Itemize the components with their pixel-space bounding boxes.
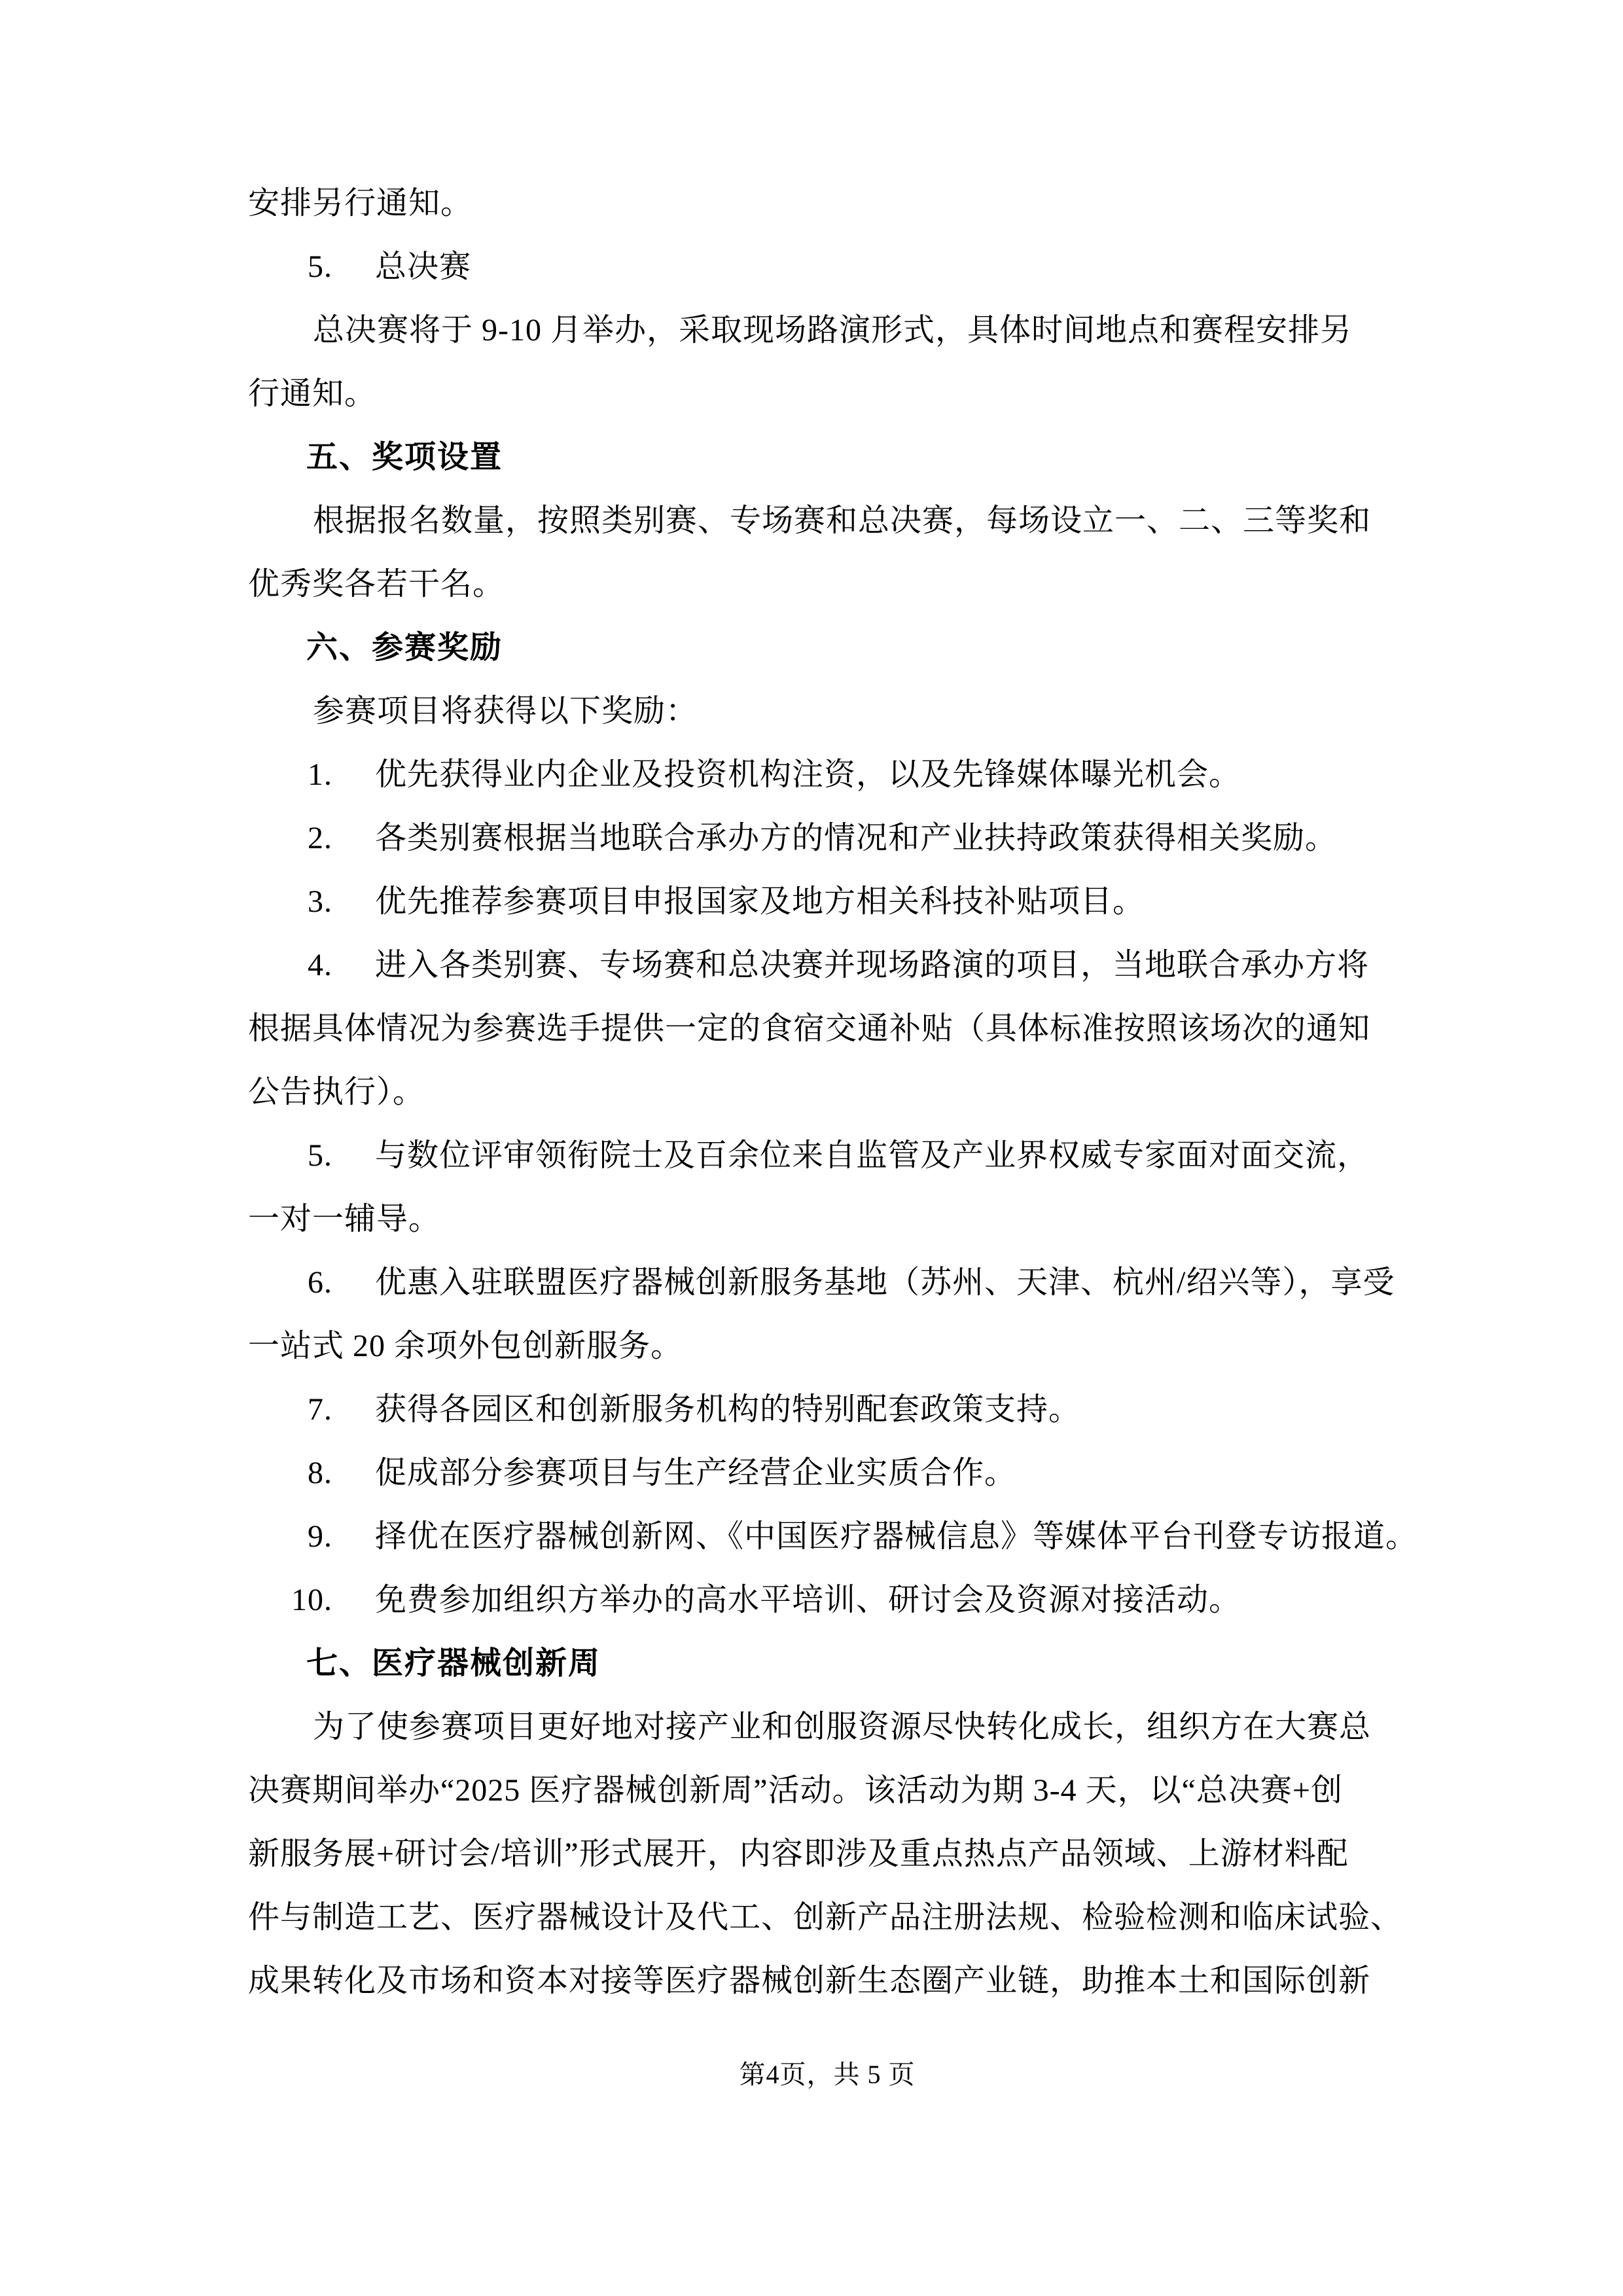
list-number: 8. — [308, 1456, 332, 1490]
doc-line-7 — [248, 552, 1406, 616]
doc-line-21 — [248, 1441, 1406, 1505]
line-text: 总决赛 — [375, 249, 472, 284]
doc-line-13 — [248, 933, 1406, 997]
doc-line-6 — [248, 489, 1406, 552]
doc-line-18 — [248, 1251, 1406, 1314]
page-footer: 第4页，共 5 页 — [739, 2060, 916, 2089]
list-number: 9. — [308, 1519, 332, 1554]
doc-line-12 — [248, 870, 1406, 933]
line-text: 为了使参赛项目更好地对接产业和创服资源尽快转化成长，组织方在大赛总 — [313, 1710, 1372, 1744]
line-text: 件与制造工艺、医疗器械设计及代工、创新产品注册法规、检验检测和临床试验、 — [248, 1900, 1403, 1935]
doc-line-17 — [248, 1187, 1406, 1251]
line-text: 新服务展+研讨会/培训”形式展开，内容即涉及重点热点产品领域、上游材料配 — [248, 1837, 1349, 1871]
doc-line-25 — [248, 1695, 1406, 1759]
doc-line-8 — [248, 616, 1406, 679]
line-text: 获得各园区和创新服务机构的特别配套政策支持。 — [375, 1392, 1081, 1427]
line-text: 一站式 20 余项外包创新服务。 — [248, 1329, 683, 1363]
line-text: 成果转化及市场和资本对接等医疗器械创新生态圈产业链，助推本土和国际创新 — [248, 1964, 1371, 1998]
line-text: 六、参赛奖励 — [306, 630, 503, 665]
doc-line-23 — [248, 1568, 1406, 1632]
doc-line-1 — [248, 171, 1406, 235]
line-text: 参赛项目将获得以下奖励： — [313, 694, 698, 728]
line-text: 免费参加组织方举办的高水平培训、研讨会及资源对接活动。 — [375, 1583, 1241, 1617]
line-text: 公告执行）。 — [248, 1075, 425, 1109]
doc-line-4 — [248, 362, 1406, 425]
doc-line-20 — [248, 1378, 1406, 1441]
line-text: 行通知。 — [248, 376, 377, 411]
doc-line-11 — [248, 806, 1406, 870]
doc-line-26 — [248, 1759, 1406, 1822]
line-text: 优先推荐参赛项目申报国家及地方相关科技补贴项目。 — [375, 884, 1145, 919]
doc-line-10 — [248, 743, 1406, 806]
line-text: 促成部分参赛项目与生产经营企业实质合作。 — [375, 1456, 1017, 1490]
line-text: 各类别赛根据当地联合承办方的情况和产业扶持政策获得相关奖励。 — [375, 821, 1338, 855]
doc-line-5 — [248, 425, 1406, 489]
doc-line-2 — [248, 235, 1406, 298]
list-number: 1. — [308, 757, 332, 792]
line-text: 择优在医疗器械创新网、《中国医疗器械信息》等媒体平台刊登专访报道。 — [375, 1519, 1418, 1554]
list-number: 5. — [308, 249, 332, 284]
line-text: 安排另行通知。 — [248, 186, 473, 221]
line-text: 优秀奖各若干名。 — [248, 567, 505, 601]
line-text: 一对一辅导。 — [248, 1202, 441, 1236]
line-text: 七、医疗器械创新周 — [306, 1646, 601, 1681]
line-text: 总决赛将于 9-10 月举办，采取现场路演形式，具体时间地点和赛程安排另 — [313, 313, 1352, 348]
line-text: 与数位评审领衔院士及百余位来自监管及产业界权威专家面对面交流， — [375, 1138, 1370, 1173]
list-number: 4. — [308, 948, 332, 982]
doc-line-22 — [248, 1505, 1418, 1568]
list-number: 3. — [308, 884, 332, 919]
doc-line-16 — [248, 1124, 1406, 1187]
list-number: 2. — [308, 821, 332, 855]
doc-line-24 — [248, 1632, 1406, 1695]
doc-line-29 — [248, 1949, 1406, 2013]
doc-line-3 — [248, 298, 1406, 362]
list-number: 7. — [308, 1392, 332, 1427]
line-text: 五、奖项设置 — [306, 440, 503, 475]
doc-line-15 — [248, 1060, 1406, 1124]
doc-line-14 — [248, 997, 1406, 1060]
line-text: 根据报名数量，按照类别赛、专场赛和总决赛，每场设立一、二、三等奖和 — [313, 503, 1372, 538]
list-number: 10. — [291, 1583, 332, 1617]
line-text: 根据具体情况为参赛选手提供一定的食宿交通补贴（具体标准按照该场次的通知 — [248, 1011, 1371, 1046]
doc-line-19 — [248, 1314, 1406, 1378]
line-text: 优惠入驻联盟医疗器械创新服务基地（苏州、天津、杭州/绍兴等），享受 — [375, 1265, 1395, 1300]
doc-line-9 — [248, 679, 1406, 743]
doc-line-28 — [248, 1886, 1406, 1949]
doc-line-27 — [248, 1822, 1406, 1886]
document-body — [248, 171, 1418, 2013]
list-number: 5. — [308, 1138, 332, 1173]
list-number: 6. — [308, 1265, 332, 1300]
line-text: 决赛期间举办“2025 医疗器械创新周”活动。该活动为期 3-4 天，以“总决赛+创 — [248, 1773, 1343, 1808]
line-text: 进入各类别赛、专场赛和总决赛并现场路演的项目，当地联合承办方将 — [375, 948, 1370, 982]
line-text: 优先获得业内企业及投资机构注资，以及先锋媒体曝光机会。 — [375, 757, 1241, 792]
